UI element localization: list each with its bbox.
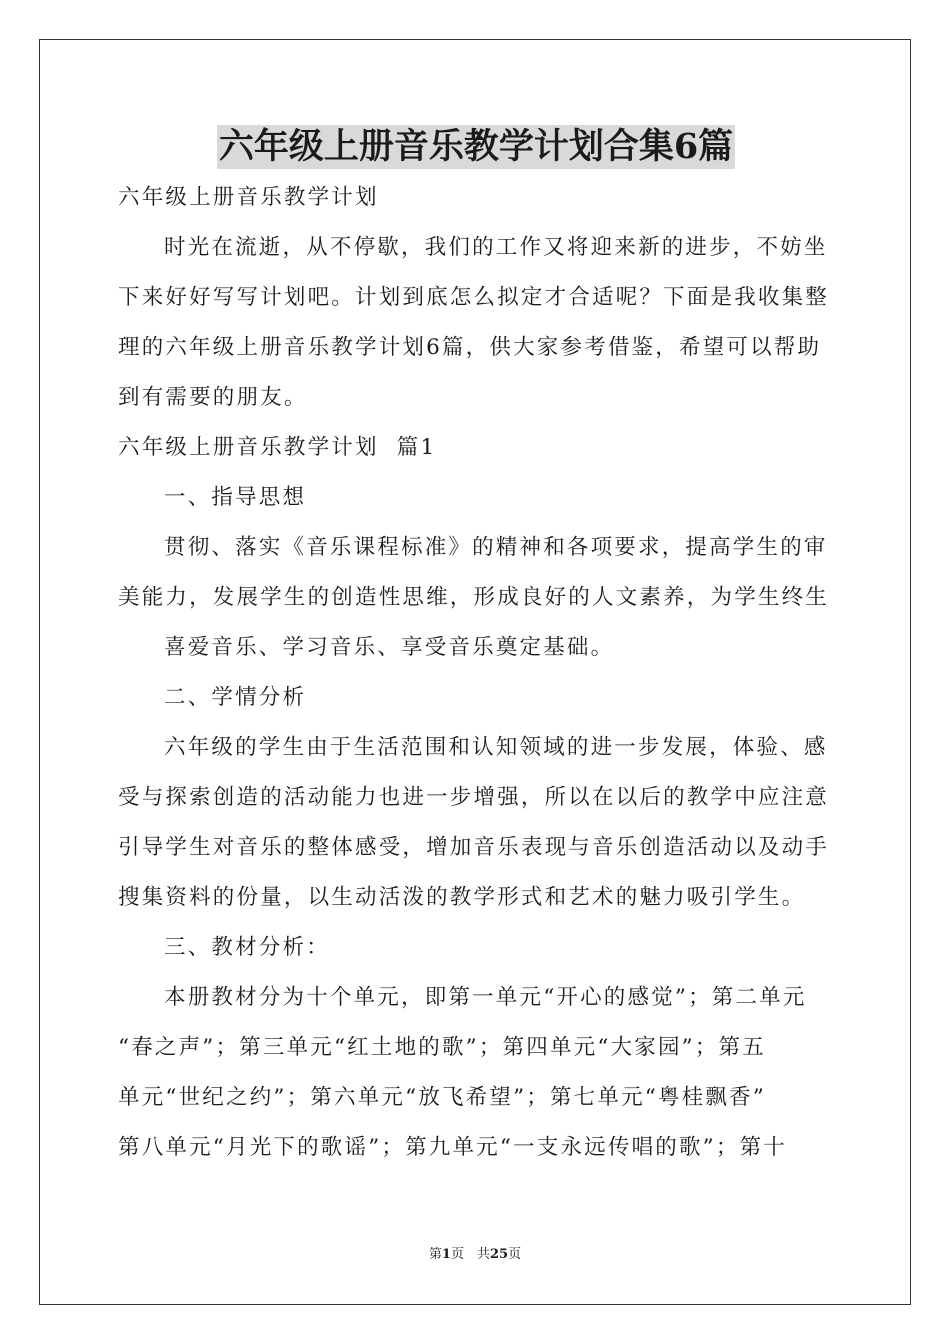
document-subtitle: 六年级上册音乐教学计划 xyxy=(118,185,379,210)
part2-line-2: 受与探索创造的活动能力也进一步增强，所以在以后的教学中应注意 xyxy=(118,785,830,810)
part3-line-1: 本册教材分为十个单元，即第一单元“开心的感觉”；第二单元 xyxy=(164,985,807,1010)
title-wrap xyxy=(118,125,834,169)
intro-line-2: 下来好好写写计划吧。计划到底怎么拟定才合适呢？下面是我收集整 xyxy=(118,285,830,310)
part1-line-1: 贯彻、落实《音乐课程标准》的精神和各项要求，提高学生的审 xyxy=(164,535,828,560)
document-title: 六年级上册音乐教学计划合集6篇 xyxy=(218,126,734,167)
part3-heading: 三、教材分析： xyxy=(164,935,330,960)
footer-page-suffix: 页 xyxy=(508,1247,522,1262)
part3-line-4: 第八单元“月光下的歌谣”；第九单元“一支永远传唱的歌”；第十 xyxy=(118,1135,787,1160)
part2-line-1: 六年级的学生由于生活范围和认知领域的进一步发展，体验、感 xyxy=(164,735,828,760)
intro-line-4: 到有需要的朋友。 xyxy=(118,385,308,410)
part1-heading: 一、指导思想 xyxy=(164,485,307,510)
part3-line-3: 单元“世纪之约”；第六单元“放飞希望”；第七单元“粤桂飘香” xyxy=(118,1085,766,1110)
document-body xyxy=(118,125,834,1173)
part1-line-3: 喜爱音乐、学习音乐、享受音乐奠定基础。 xyxy=(164,635,615,660)
page-footer xyxy=(0,1246,950,1264)
part2-line-3: 引导学生对音乐的整体感受，增加音乐表现与音乐创造活动以及动手 xyxy=(118,835,830,860)
footer-page-number: 1 xyxy=(441,1247,451,1262)
footer-page-total: 25 xyxy=(489,1247,509,1262)
part2-line-4: 搜集资料的份量，以生动活泼的教学形式和艺术的魅力吸引学生。 xyxy=(118,885,806,910)
footer-page-prefix: 第 xyxy=(428,1247,442,1262)
part1-line-2: 美能力，发展学生的创造性思维，形成良好的人文素养，为学生终生 xyxy=(118,585,830,610)
part2-heading: 二、学情分析 xyxy=(164,685,307,710)
intro-line-3: 理的六年级上册音乐教学计划6篇，供大家参考借鉴，希望可以帮助 xyxy=(118,335,822,360)
footer-page-mid: 页 共 xyxy=(450,1247,490,1262)
intro-line-1: 时光在流逝，从不停歇，我们的工作又将迎来新的进步，不妨坐 xyxy=(164,235,828,260)
section-heading: 六年级上册音乐教学计划 篇1 xyxy=(118,435,437,460)
part3-line-2: “春之声”；第三单元“红土地的歌”；第四单元“大家园”；第五 xyxy=(118,1035,766,1060)
